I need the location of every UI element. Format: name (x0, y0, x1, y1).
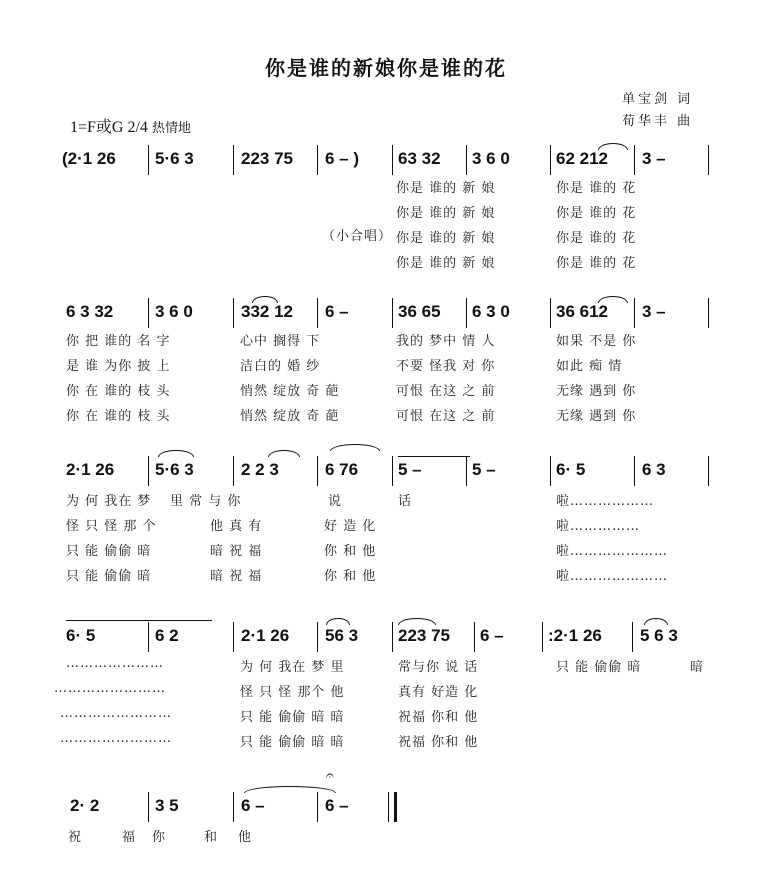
bar-line (634, 298, 635, 328)
measure: 223 75 (241, 149, 293, 168)
bar-line (392, 145, 393, 175)
song-title: 你是谁的新娘你是谁的花 (265, 56, 507, 80)
measure: 3 – (642, 149, 666, 168)
measure: 6 – (241, 796, 265, 815)
lyric: 祝福 你和 他 (398, 710, 479, 725)
bar-line (392, 622, 393, 652)
bar-line (466, 298, 467, 328)
bar-line (317, 792, 318, 822)
bar-line (550, 298, 551, 328)
tie-line (398, 456, 470, 457)
final-bar-line (394, 792, 397, 822)
lyric: 和 (204, 830, 219, 845)
measure: 36 612 (556, 302, 608, 321)
lyric: 他 真 有 (210, 519, 263, 534)
lyric: 是 谁 为你 披 上 (66, 359, 171, 374)
tie-slur (268, 450, 300, 457)
measure: 6 2 (155, 626, 179, 645)
lyric: 你是 谁的 新 娘 (396, 206, 496, 221)
lyric: 暗 祝 福 (210, 544, 263, 559)
lyric: 你 和 他 (324, 544, 377, 559)
lyric: 如果 不是 你 (556, 334, 637, 349)
measure: 332 12 (241, 302, 293, 321)
lyric: 无缘 遇到 你 (556, 384, 637, 399)
bar-line (317, 456, 318, 486)
bar-line (148, 456, 149, 486)
lyric: 你 (152, 830, 167, 845)
lyric: 可恨 在这 之 前 (396, 384, 496, 399)
bar-line (233, 456, 234, 486)
measure: 6 3 (642, 460, 666, 479)
lyric: 常与你 说 话 (398, 660, 479, 675)
lyric: …………………… (54, 681, 166, 696)
lyric: 你 和 他 (324, 569, 377, 584)
measure: 6 3 32 (66, 302, 114, 321)
measure: 6· 5 (556, 460, 586, 479)
bar-line (632, 622, 633, 652)
lyric: 你是 谁的 花 (556, 181, 637, 196)
bar-line (392, 298, 393, 328)
lyric: 心中 搁得 下 (240, 334, 321, 349)
lyric: 可恨 在这 之 前 (396, 409, 496, 424)
measure: 2·1 26 (66, 460, 115, 479)
measure: 5 6 3 (640, 626, 678, 645)
lyric: 你是 谁的 花 (556, 206, 637, 221)
measure: 5 – (398, 460, 422, 479)
bar-line (148, 145, 149, 175)
bar-line (542, 622, 543, 652)
measure: 3 6 0 (155, 302, 193, 321)
tie-slur (598, 296, 628, 303)
measure: 5·6 3 (155, 149, 194, 168)
lyric: 啦…………… (556, 519, 641, 534)
lyric: 怪 只 怪 那个 他 (240, 685, 345, 700)
measure: 6 76 (325, 460, 359, 479)
bar-line (708, 145, 709, 175)
bar-line (466, 145, 467, 175)
measure: 6 – ) (325, 149, 360, 168)
lyric: 说 (328, 494, 343, 509)
bar-line (474, 622, 475, 652)
tie-line (66, 620, 212, 621)
bar-line (466, 456, 467, 486)
lyric: 只 能 偷偷 暗 (66, 569, 152, 584)
lyric: 洁白的 婚 纱 (240, 359, 321, 374)
lyric: 你 把 谁的 名 字 (66, 334, 171, 349)
lyric: 祝 (68, 830, 83, 845)
tie-slur (244, 786, 336, 793)
lyric: 悄然 绽放 奇 葩 (240, 409, 340, 424)
lyric: 他 (238, 830, 253, 845)
lyricist-credit: 单宝剑 词 (622, 92, 694, 107)
lyric: ………………… (66, 656, 164, 671)
bar-line (233, 145, 234, 175)
tie-slur (644, 618, 668, 625)
lyric: 你是 谁的 新 娘 (396, 256, 496, 271)
bar-line (392, 456, 393, 486)
measure: 3 6 0 (472, 149, 510, 168)
key-signature (70, 114, 191, 137)
lyric: 真有 好造 化 (398, 685, 479, 700)
tie-slur (398, 618, 436, 625)
lyric: 你是 谁的 花 (556, 256, 637, 271)
measure: 2 2 3 (241, 460, 279, 479)
measure: 3 – (642, 302, 666, 321)
lyric: 为 何 我在 梦 (66, 494, 152, 509)
tie-slur (158, 450, 194, 457)
lyric: 啦………………… (556, 569, 669, 584)
bar-line (148, 792, 149, 822)
bar-line (634, 456, 635, 486)
measure: (2·1 26 (62, 149, 116, 168)
lyric: 无缘 遇到 你 (556, 409, 637, 424)
measure: 6· 5 (66, 626, 96, 645)
lyric: …………………… (60, 706, 172, 721)
bar-line (708, 456, 709, 486)
annotation-chorus: （小合唱） (322, 229, 393, 244)
composer-credit: 荀华丰 曲 (622, 114, 694, 129)
measure: 223 75 (398, 626, 450, 645)
lyric: 啦………………… (556, 544, 669, 559)
lyric: 暗 祝 福 (210, 569, 263, 584)
bar-line (708, 298, 709, 328)
lyric: 怪 只 怪 那 个 (66, 519, 157, 534)
tie-slur (598, 143, 628, 150)
lyric: 你是 谁的 新 娘 (396, 181, 496, 196)
lyric: 啦……………… (556, 494, 655, 509)
bar-line (317, 145, 318, 175)
key-text: 1=F或G 2/4 (70, 119, 148, 136)
lyric: …………………… (60, 731, 172, 746)
measure: 56 3 (325, 626, 359, 645)
lyric: 只 能 偷偷 暗 暗 (240, 710, 345, 725)
measure: 5·6 3 (155, 460, 194, 479)
measure: 62 212 (556, 149, 608, 168)
lyric: 如此 痴 情 (556, 359, 623, 374)
bar-line (317, 622, 318, 652)
bar-line (634, 145, 635, 175)
bar-line (317, 298, 318, 328)
tempo-marking: 热情地 (151, 121, 191, 136)
lyric: 我的 梦中 情 人 (396, 334, 496, 349)
bar-line (550, 145, 551, 175)
lyric: 你是 谁的 花 (556, 231, 637, 246)
lyric: 祝福 你和 他 (398, 735, 479, 750)
measure: 6 3 0 (472, 302, 510, 321)
measure: 6 – (480, 626, 504, 645)
tie-slur (326, 618, 350, 625)
bar-line (148, 622, 149, 652)
bar-line (233, 622, 234, 652)
lyric: 为 何 我在 梦 里 (240, 660, 345, 675)
bar-line (148, 298, 149, 328)
lyric: 只 能 偷偷 暗 (556, 660, 642, 675)
lyric: 你是 谁的 新 娘 (396, 231, 496, 246)
measure: 6 – (325, 796, 349, 815)
lyric: 只 能 偷偷 暗 (66, 544, 152, 559)
tie-slur (252, 296, 278, 303)
bar-line (233, 298, 234, 328)
measure: 3 5 (155, 796, 179, 815)
tie-slur (330, 444, 380, 451)
lyric: 福 (122, 830, 137, 845)
measure: 6 – (325, 302, 349, 321)
lyric: 暗 (690, 660, 705, 675)
lyric: 你 在 谁的 枝 头 (66, 384, 171, 399)
measure: :2·1 26 (548, 626, 602, 645)
bar-line (550, 456, 551, 486)
measure: 2· 2 (70, 796, 100, 815)
lyric: 里 常 与 你 (170, 494, 242, 509)
fermata-icon: 𝄐 (326, 768, 334, 784)
lyric: 话 (398, 494, 413, 509)
measure: 2·1 26 (241, 626, 290, 645)
measure: 36 65 (398, 302, 441, 321)
bar-line (388, 792, 389, 822)
measure: 5 – (472, 460, 496, 479)
bar-line (233, 792, 234, 822)
lyric: 悄然 绽放 奇 葩 (240, 384, 340, 399)
lyric: 好 造 化 (324, 519, 377, 534)
lyric: 你 在 谁的 枝 头 (66, 409, 171, 424)
lyric: 只 能 偷偷 暗 暗 (240, 735, 345, 750)
measure: 63 32 (398, 149, 441, 168)
lyric: 不要 怪我 对 你 (396, 359, 496, 374)
